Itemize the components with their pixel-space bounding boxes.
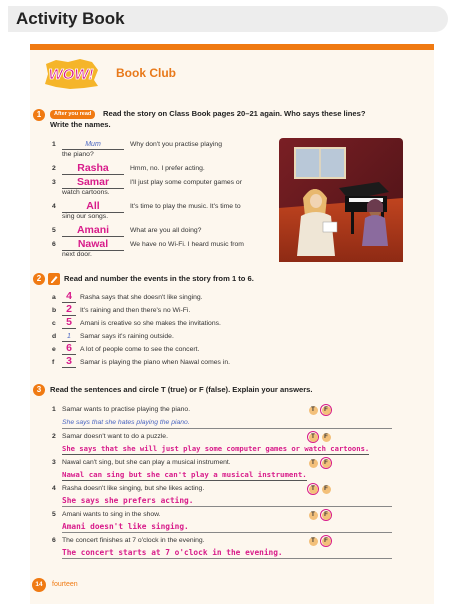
ex2-text: Samar is playing the piano when Nawal comes in.: [80, 359, 230, 366]
false-option-circled[interactable]: F: [320, 404, 332, 416]
ex3-statement: Samar wants to practise playing the piano.: [62, 406, 191, 413]
ex1-answer: Mum: [62, 140, 124, 150]
ex2-answer: 1: [62, 332, 76, 342]
ex3-statement: The concert finishes at 7 o'clock in the evening.: [62, 537, 205, 544]
ex1-line: next door.: [62, 251, 92, 258]
true-option-circled[interactable]: T: [307, 483, 319, 495]
ex2-text: A lot of people come to see the concert.: [80, 346, 200, 353]
wow-logo-text: WOW!: [48, 66, 94, 83]
answer-line: [62, 532, 392, 533]
ex3-item-number: 5: [52, 511, 56, 518]
ex3-statement: Amani wants to sing in the show.: [62, 511, 161, 518]
false-option-circled[interactable]: F: [320, 535, 332, 547]
pencil-icon: [48, 273, 60, 285]
ex2-item-letter: d: [52, 333, 57, 340]
ex1-item-number: 6: [52, 241, 56, 248]
ex2-item-letter: f: [52, 359, 55, 366]
ex1-line: watch cartoons.: [62, 189, 110, 196]
answer-line: [62, 558, 392, 559]
true-option[interactable]: T: [307, 535, 319, 547]
ex1-line: What are you all doing?: [130, 227, 202, 234]
ex3-item-number: 2: [52, 433, 56, 440]
ex3-explanation: The concert starts at 7 o'clock in the evening.: [62, 548, 283, 557]
ex3-statement: Nawal can't sing, but she can play a musical instrument.: [62, 459, 231, 466]
ex1-answer: Nawal: [62, 239, 124, 251]
after-you-read-tag: After you read: [50, 110, 95, 119]
ex2-text: Amani is creative so she makes the invitations.: [80, 320, 221, 327]
ex1-answer: Amani: [62, 225, 124, 237]
ex3-explanation: Nawal can sing but she can't play a musical instrument.: [62, 470, 307, 479]
true-option[interactable]: T: [307, 509, 319, 521]
ex1-line: It's time to play the music. It's time to: [130, 203, 241, 210]
exercise-1-instruction: Read the story on Class Book pages 20–21 again. Who says these lines?: [103, 109, 366, 118]
page-number-word: fourteen: [52, 581, 78, 588]
exercise-3-number: 3: [33, 384, 45, 396]
ex2-answer: 6: [62, 343, 76, 355]
ex2-text: Rasha says that she doesn't like singing.: [80, 294, 203, 301]
activity-book-header: [8, 6, 448, 32]
exercise-3-instruction: Read the sentences and circle T (true) or F (false). Explain your answers.: [50, 385, 313, 394]
ex1-answer: Samar: [62, 177, 124, 189]
page-number-badge: 14: [32, 578, 46, 592]
exercise-2-number: 2: [33, 273, 45, 285]
ex1-answer: Rasha: [62, 163, 124, 175]
ex1-line: Why don't you practise playing: [130, 141, 222, 148]
ex2-item-letter: c: [52, 320, 56, 327]
true-option[interactable]: T: [307, 404, 319, 416]
exercise-2-instruction: Read and number the events in the story from 1 to 6.: [64, 274, 254, 283]
true-option-circled[interactable]: T: [307, 431, 319, 443]
exercise-1-number: 1: [33, 109, 45, 121]
story-illustration: [279, 138, 403, 262]
ex2-item-letter: b: [52, 307, 57, 314]
exercise-1-instruction-2: Write the names.: [50, 120, 111, 129]
wow-logo: [42, 58, 100, 90]
ex1-line: Hmm, no. I prefer acting.: [130, 165, 205, 172]
ex3-item-number: 4: [52, 485, 56, 492]
section-title: Book Club: [116, 66, 176, 80]
ex3-explanation: She says she prefers acting.: [62, 496, 194, 505]
ex3-statement: Samar doesn't want to do a puzzle.: [62, 433, 168, 440]
ex3-explanation: She says that she will just play some computer games or watch cartoons.: [62, 444, 370, 453]
false-option-circled[interactable]: F: [320, 509, 332, 521]
false-option[interactable]: F: [320, 483, 332, 495]
ex3-item-number: 6: [52, 537, 56, 544]
false-option[interactable]: F: [320, 431, 332, 443]
ex1-answer: All: [62, 201, 124, 213]
ex1-item-number: 2: [52, 165, 56, 172]
ex1-line: sing our songs.: [62, 213, 109, 220]
ex1-item-number: 5: [52, 227, 56, 234]
ex1-item-number: 4: [52, 203, 56, 210]
answer-line: [62, 428, 392, 429]
ex1-item-number: 3: [52, 179, 56, 186]
ex2-answer: 3: [62, 356, 76, 368]
ex1-line: We have no Wi-Fi. I heard music from: [130, 241, 244, 248]
ex1-item-number: 1: [52, 141, 56, 148]
ex3-item-number: 1: [52, 406, 56, 413]
true-option[interactable]: T: [307, 457, 319, 469]
ex2-text: Samar says it's raining outside.: [80, 333, 174, 340]
ex3-explanation: She says that she hates playing the piano.: [62, 418, 190, 429]
ex3-item-number: 3: [52, 459, 56, 466]
ex2-answer: 5: [62, 317, 76, 329]
ex1-line: I'll just play some computer games or: [130, 179, 242, 186]
ex3-statement: Rasha doesn't like singing, but she likes acting.: [62, 485, 205, 492]
ex2-answer: 2: [62, 304, 76, 316]
ex2-item-letter: a: [52, 294, 56, 301]
page-title: Activity Book: [16, 9, 125, 28]
ex2-item-letter: e: [52, 346, 56, 353]
ex2-answer: 4: [62, 291, 76, 303]
false-option-circled[interactable]: F: [320, 457, 332, 469]
ex2-text: It's raining and then there's no Wi-Fi.: [80, 307, 191, 314]
ex3-explanation: Amani doesn't like singing.: [62, 522, 189, 531]
answer-line: [62, 506, 392, 507]
ex1-line: the piano?: [62, 151, 94, 158]
